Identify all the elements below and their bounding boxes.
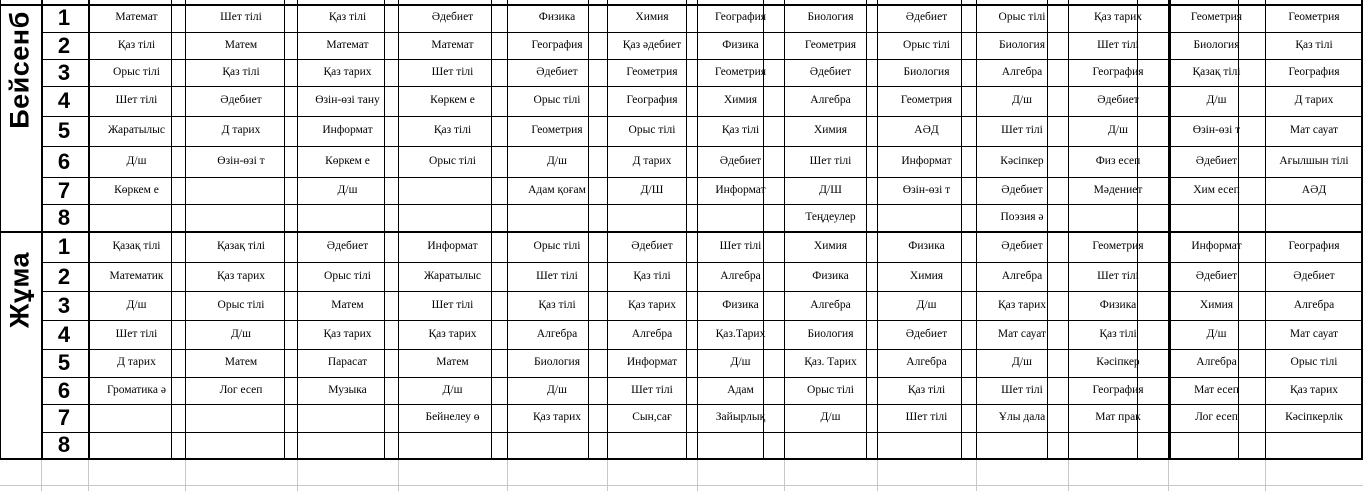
subject-cell[interactable]	[1168, 204, 1265, 231]
subject-cell[interactable]	[88, 432, 185, 458]
column-border	[0, 0, 1, 458]
subject-cell[interactable]: Орыс тілі	[324, 269, 371, 282]
subject-cell[interactable]: Д/ш	[1206, 327, 1227, 340]
lesson-number: 2	[57, 32, 71, 58]
subject-cell[interactable]: Алгебра	[1001, 65, 1043, 78]
subject-cell[interactable]: Зайырлық	[715, 411, 766, 424]
sheet-gridline	[297, 458, 298, 491]
subject-cell[interactable]: Шет тілі	[220, 11, 262, 24]
subject-cell[interactable]: Физика	[908, 239, 945, 252]
subject-cell[interactable]: Биология	[807, 327, 854, 340]
sheet-gridline	[398, 458, 399, 491]
subject-cell[interactable]	[697, 432, 784, 458]
subject-cell[interactable]: Алгебра	[1196, 356, 1237, 369]
subject-cell[interactable]: Д тарих	[632, 154, 672, 167]
subject-cell[interactable]: Орыс тілі	[533, 239, 581, 252]
subject-cell[interactable]: Әдебиет	[631, 239, 673, 252]
subject-cell[interactable]	[607, 432, 697, 458]
subject-cell[interactable]: Геометрия	[900, 94, 953, 107]
subject-cell[interactable]: География	[626, 94, 678, 107]
subject-cell[interactable]: Қазақ тілі	[216, 239, 266, 252]
subject-cell[interactable]: Биология	[998, 38, 1045, 51]
subject-cell[interactable]	[88, 404, 185, 432]
subject-cell[interactable]: Поэзия ә	[1000, 210, 1044, 223]
subject-cell[interactable]: Физика	[722, 38, 759, 51]
subject-cell[interactable]: Кәсіпкер	[1096, 356, 1140, 369]
lesson-number: 6	[57, 148, 71, 174]
sheet-gridline	[697, 458, 698, 491]
subject-cell[interactable]: Парасат	[327, 356, 368, 369]
subject-cell[interactable]: Орыс тілі	[807, 383, 854, 396]
sheet-gridline	[507, 458, 508, 491]
subject-cell[interactable]: Хим есеп	[1193, 183, 1240, 196]
subject-cell[interactable]: География	[714, 11, 767, 24]
subject-cell[interactable]: Қаз тілі	[117, 38, 156, 51]
subject-cell[interactable]: Шет тілі	[1097, 269, 1139, 282]
subject-cell[interactable]: Алгебра	[536, 327, 578, 340]
subject-cell[interactable]: Қаз тілі	[328, 11, 367, 24]
subject-cell[interactable]: Өзін-өзі тану	[315, 94, 380, 107]
subject-cell[interactable]: Матем	[224, 356, 258, 369]
subject-cell[interactable]: Қаз әдебиет	[622, 38, 682, 51]
subject-cell[interactable]: Д/ш	[1108, 124, 1128, 137]
lesson-number: 1	[57, 5, 71, 30]
subject-cell[interactable]: Әдебиет	[1001, 183, 1043, 196]
subject-cell[interactable]	[877, 204, 976, 231]
subject-cell[interactable]: Жаратылыс	[107, 124, 165, 137]
sheet-gridline	[607, 458, 608, 491]
subject-cell[interactable]	[1068, 204, 1168, 231]
subject-cell[interactable]: Әдебиет	[1001, 239, 1043, 252]
subject-cell[interactable]: Қаз тілі	[633, 269, 671, 282]
subject-cell[interactable]: Алгебра	[906, 356, 947, 369]
subject-cell[interactable]: Қаз.Тарих	[715, 327, 766, 340]
subject-cell[interactable]: Әдебиет	[719, 154, 762, 167]
subject-cell[interactable]: Орыс тілі	[628, 124, 676, 137]
subject-cell[interactable]: Д/ш	[916, 298, 937, 311]
sheet-gridline	[0, 485, 1363, 486]
subject-cell[interactable]	[507, 204, 607, 231]
sheet-gridline	[185, 458, 186, 491]
subject-cell[interactable]: Адам	[727, 383, 754, 396]
subject-cell[interactable]: АӘД	[1301, 183, 1327, 196]
subject-cell[interactable]: Орыс тілі	[998, 11, 1046, 24]
subject-cell[interactable]: Қаз тарих	[532, 411, 582, 424]
subject-cell[interactable]: Д/ш	[1206, 94, 1227, 107]
subject-cell[interactable]: Геометрия	[804, 38, 857, 51]
subject-cell[interactable]: Д/Ш	[640, 183, 664, 196]
subject-cell[interactable]: Физика	[538, 11, 576, 24]
lesson-number: 4	[57, 88, 71, 113]
subject-cell[interactable]: Геометрия	[531, 124, 583, 137]
subject-cell[interactable]: Мат сауат	[1289, 124, 1339, 137]
subject-cell[interactable]: Алгебра	[1001, 269, 1043, 282]
subject-cell[interactable]: Химия	[1199, 298, 1234, 311]
subject-cell[interactable]: География	[1288, 65, 1340, 78]
subject-cell[interactable]: Информат	[1191, 239, 1242, 252]
subject-cell[interactable]: Химия	[813, 124, 848, 137]
subject-cell[interactable]: Көркем е	[325, 154, 370, 167]
sheet-gridline	[1265, 458, 1266, 491]
subject-cell[interactable]: Д/ш	[337, 183, 358, 196]
subject-cell[interactable]: АӘД	[914, 124, 939, 137]
subject-cell[interactable]	[185, 432, 297, 458]
subject-cell[interactable]: Математ	[431, 38, 474, 51]
subject-cell[interactable]: Алгебра	[1293, 298, 1335, 311]
subject-cell[interactable]: Геометрия	[1190, 11, 1243, 24]
lesson-number: 4	[57, 321, 71, 347]
lesson-number: 5	[57, 350, 71, 375]
subject-cell[interactable]: Лог есеп	[219, 383, 263, 396]
subject-cell[interactable]: Қазақ тілі	[1192, 65, 1241, 78]
subject-cell[interactable]: Қаз тарих	[1093, 11, 1143, 24]
subject-cell[interactable]: Әдебиет	[1293, 269, 1335, 282]
sheet-gridline	[877, 458, 878, 491]
subject-cell[interactable]: Математик	[109, 269, 164, 282]
subject-cell[interactable]: Қаз тілі	[907, 383, 946, 396]
subject-cell[interactable]	[607, 204, 697, 231]
subject-cell[interactable]: Көркем е	[114, 183, 159, 196]
subject-cell[interactable]: Информат	[427, 239, 478, 252]
sheet-gridline	[976, 458, 977, 491]
subject-cell[interactable]: Әдебиет	[1195, 269, 1238, 282]
subject-cell[interactable]: Д/ш	[126, 298, 147, 311]
subject-cell[interactable]: Алгебра	[810, 298, 851, 311]
subject-cell[interactable]	[297, 204, 398, 231]
lesson-number: 3	[57, 59, 71, 85]
subject-cell[interactable]: Химия	[635, 11, 669, 24]
subject-cell[interactable]: Физика	[1099, 298, 1137, 311]
subject-cell[interactable]	[297, 432, 398, 458]
subject-cell[interactable]: Әдебиет	[1195, 154, 1238, 167]
sheet-gridline	[88, 458, 89, 491]
subject-cell[interactable]: Қаз тілі	[538, 298, 576, 311]
subject-cell[interactable]: Д/ш	[547, 154, 567, 167]
lesson-number: 6	[57, 377, 71, 403]
subject-cell[interactable]: Шет тілі	[809, 154, 852, 167]
row-border	[0, 458, 1363, 460]
subject-cell[interactable]: Орыс тілі	[429, 154, 476, 167]
subject-cell[interactable]: Көркем е	[430, 94, 475, 107]
subject-cell[interactable]: Өзін-өзі т	[902, 183, 951, 196]
subject-cell[interactable]: Қаз тарих	[323, 327, 372, 340]
subject-cell[interactable]: Қаз. Тарих	[804, 356, 857, 369]
day-label: Бейсенб	[4, 11, 35, 129]
subject-cell[interactable]: Қазақ тілі	[112, 239, 161, 252]
subject-cell[interactable]: Матем	[436, 356, 469, 369]
subject-cell[interactable]	[398, 432, 507, 458]
subject-cell[interactable]	[784, 432, 877, 458]
subject-cell[interactable]: Д/ш	[126, 154, 147, 167]
subject-cell[interactable]: Матем	[224, 38, 258, 51]
subject-cell[interactable]: Өзін-өзі т	[217, 154, 265, 167]
subject-cell[interactable]: Химия	[909, 269, 944, 282]
subject-cell[interactable]: Әдебиет	[905, 327, 948, 340]
subject-cell[interactable]: Шет тілі	[631, 383, 673, 396]
subject-cell[interactable]: Қаз тарих	[323, 65, 372, 78]
subject-cell[interactable]: Биология	[533, 356, 580, 369]
subject-cell[interactable]: Информат	[715, 183, 766, 196]
subject-cell[interactable]: Д/ш	[442, 383, 463, 396]
lesson-number: 7	[57, 177, 71, 203]
subject-cell[interactable]	[697, 204, 784, 231]
subject-cell[interactable]: Қаз тілі	[433, 124, 472, 137]
subject-cell[interactable]	[507, 432, 607, 458]
subject-cell[interactable]: Геометрия	[626, 65, 678, 78]
subject-cell[interactable]: Теңдеулер	[805, 210, 856, 223]
subject-cell[interactable]: Мат сауат	[997, 327, 1047, 340]
subject-cell[interactable]: Алгебра	[810, 94, 851, 107]
day-label: Жұма	[4, 251, 35, 329]
subject-cell[interactable]: Химия	[723, 94, 758, 107]
subject-cell[interactable]	[877, 432, 976, 458]
subject-cell[interactable]: Биология	[807, 11, 854, 24]
subject-cell[interactable]: Мәдениет	[1093, 183, 1143, 196]
subject-cell[interactable]	[88, 204, 185, 231]
subject-cell[interactable]: Орыс тілі	[113, 65, 160, 78]
subject-cell[interactable]: Мат прак	[1095, 411, 1141, 424]
sheet-gridline	[41, 458, 42, 491]
subject-cell[interactable]: Шет тілі	[536, 269, 578, 282]
subject-cell[interactable]: Биология	[903, 65, 950, 78]
subject-cell[interactable]: Сын,сағ	[632, 411, 672, 424]
subject-cell[interactable]: Химия	[813, 239, 848, 252]
subject-cell[interactable]: Информат	[901, 154, 952, 167]
subject-cell[interactable]: Громатика ә	[107, 383, 166, 396]
subject-cell[interactable]: Жаратылыс	[423, 269, 481, 282]
subject-cell[interactable]: Д/ш	[1012, 94, 1032, 107]
lesson-number: 5	[57, 118, 71, 143]
sheet-gridline	[784, 458, 785, 491]
lesson-number: 7	[57, 405, 71, 430]
subject-cell[interactable]: Д тарих	[1294, 94, 1334, 107]
subject-cell[interactable]: Қаз тарих	[216, 269, 266, 282]
subject-cell[interactable]	[1068, 432, 1168, 458]
sheet-gridline	[1168, 458, 1169, 491]
subject-cell[interactable]: Бейнелеу ө	[425, 411, 480, 424]
subject-cell[interactable]: Д/ш	[1012, 356, 1032, 369]
subject-cell[interactable]: Шет тілі	[431, 298, 474, 311]
subject-cell[interactable]: Шет тілі	[1001, 124, 1043, 137]
subject-cell[interactable]: Мат сауат	[1289, 327, 1339, 340]
subject-cell[interactable]: Орыс тілі	[533, 94, 581, 107]
subject-cell[interactable]: Информат	[626, 356, 678, 369]
subject-cell[interactable]: География	[531, 38, 583, 51]
subject-cell[interactable]: Шет тілі	[115, 327, 158, 340]
subject-cell[interactable]: Кәсіпкерлік	[1285, 411, 1343, 424]
subject-cell[interactable]: Әдебиет	[905, 11, 948, 24]
subject-cell[interactable]: Қаз тілі	[1295, 38, 1333, 51]
subject-cell[interactable]: Д/Ш	[819, 183, 842, 196]
subject-cell[interactable]: Қаз тілі	[1099, 327, 1137, 340]
subject-cell[interactable]: Шет тілі	[1001, 383, 1043, 396]
lesson-number: 1	[57, 233, 71, 259]
subject-cell[interactable]	[1265, 432, 1363, 458]
subject-cell[interactable]	[1168, 432, 1265, 458]
subject-cell[interactable]: Шет тілі	[431, 65, 474, 78]
subject-cell[interactable]: Математ	[115, 11, 158, 24]
subject-cell[interactable]: Кәсіпкер	[1000, 154, 1044, 167]
subject-cell[interactable]: Шет тілі	[115, 94, 158, 107]
subject-cell[interactable]: Әдебиет	[1097, 94, 1139, 107]
subject-cell[interactable]: Д/ш	[547, 383, 567, 396]
subject-cell[interactable]: Орыс тілі	[903, 38, 950, 51]
subject-cell[interactable]: Физика	[722, 298, 759, 311]
subject-cell[interactable]	[398, 177, 507, 204]
subject-cell[interactable]	[976, 432, 1068, 458]
subject-cell[interactable]: Геометрия	[714, 65, 767, 78]
subject-cell[interactable]: Шет тілі	[1097, 38, 1139, 51]
subject-cell[interactable]: География	[1288, 239, 1340, 252]
subject-cell[interactable]: География	[1092, 383, 1144, 396]
subject-cell[interactable]: Қаз тарих	[997, 298, 1047, 311]
subject-cell[interactable]: Геометрия	[1288, 11, 1340, 24]
lesson-number: 3	[57, 292, 71, 318]
subject-cell[interactable]: Шет тілі	[719, 239, 762, 252]
lesson-number: 8	[57, 432, 71, 457]
subject-cell[interactable]: Д/ш	[730, 356, 751, 369]
subject-cell[interactable]	[185, 404, 297, 432]
subject-cell[interactable]: Қаз тілі	[721, 124, 760, 137]
subject-cell[interactable]: Физика	[812, 269, 849, 282]
subject-cell[interactable]: Математ	[326, 38, 369, 51]
subject-cell[interactable]: Қаз тарих	[627, 298, 677, 311]
subject-cell[interactable]: Ағылшын тілі	[1279, 154, 1349, 167]
subject-cell[interactable]: Қаз тілі	[222, 65, 260, 78]
subject-cell[interactable]: Әдебиет	[326, 239, 369, 252]
sheet-gridline	[1068, 458, 1069, 491]
subject-cell[interactable]: Мат есеп	[1194, 383, 1239, 396]
subject-cell[interactable]	[1265, 204, 1363, 231]
subject-cell[interactable]	[185, 204, 297, 231]
subject-cell[interactable]: Әдебиет	[536, 65, 578, 78]
subject-cell[interactable]: Физ есеп	[1095, 154, 1141, 167]
subject-cell[interactable]: Әдебиет	[431, 11, 474, 24]
subject-cell[interactable]: Орыс тілі	[217, 298, 265, 311]
lesson-number: 2	[57, 263, 71, 289]
subject-cell[interactable]	[297, 404, 398, 432]
subject-cell[interactable]: Музыка	[328, 383, 367, 396]
subject-cell[interactable]: Шет тілі	[905, 411, 948, 424]
subject-cell[interactable]: Д/ш	[820, 411, 841, 424]
subject-cell[interactable]: Геометрия	[1092, 239, 1144, 252]
subject-cell[interactable]: Алгебра	[720, 269, 761, 282]
subject-cell[interactable]: Адам қоғам	[528, 183, 586, 196]
subject-cell[interactable]	[185, 177, 297, 204]
subject-cell[interactable]: Информат	[322, 124, 373, 137]
subject-cell[interactable]: Өзін-өзі т	[1192, 124, 1241, 137]
subject-cell[interactable]: Д тарих	[117, 356, 156, 369]
subject-cell[interactable]: Д тарих	[221, 124, 261, 137]
subject-cell[interactable]: Әдебиет	[809, 65, 852, 78]
subject-cell[interactable]: Қаз тарих	[1289, 383, 1339, 396]
lesson-number: 8	[57, 204, 71, 230]
subject-cell[interactable]: Қаз тарих	[428, 327, 477, 340]
subject-cell[interactable]: Орыс тілі	[1290, 356, 1338, 369]
subject-cell[interactable]: Д/ш	[231, 327, 251, 340]
subject-cell[interactable]: Ұлы дала	[998, 411, 1046, 424]
subject-cell[interactable]: Әдебиет	[220, 94, 262, 107]
subject-cell[interactable]: Матем	[331, 298, 364, 311]
subject-cell[interactable]: Алгебра	[631, 327, 673, 340]
subject-cell[interactable]: Биология	[1193, 38, 1240, 51]
subject-cell[interactable]	[398, 204, 507, 231]
subject-cell[interactable]: География	[1092, 65, 1144, 78]
subject-cell[interactable]: Лог есеп	[1195, 411, 1238, 424]
